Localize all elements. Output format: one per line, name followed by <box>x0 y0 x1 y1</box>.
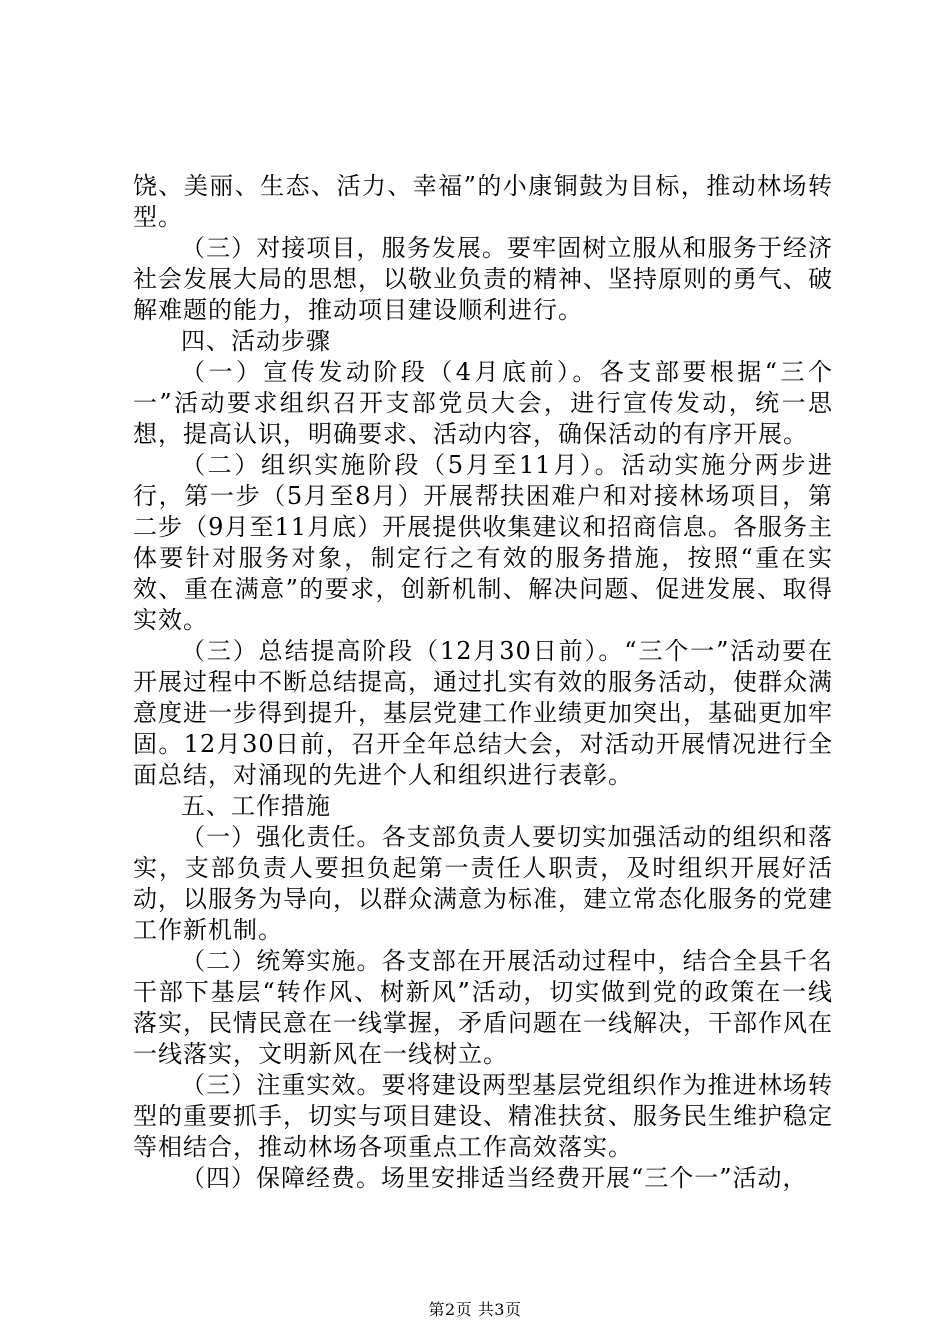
section-heading-work-measures: 五、工作措施 <box>181 792 331 820</box>
paragraph-measure-2: （二）统筹实施。各支部在开展活动过程中，结合全县千名干部下基层“转作风、树新风”活动，切实做到党的政策在一线落实，民情民意在一线掌握，矛盾问题在一线解决，干部作风在一线落实，文明新风在一线树立。 <box>133 947 833 1068</box>
section-heading-activity-steps: 四、活动步骤 <box>181 327 331 355</box>
paragraph-measure-1: （一）强化责任。各支部负责人要切实加强活动的组织和落实，支部负责人要担负起第一责任人职责，及时组织开展好活动，以服务为导向，以群众满意为标准，建立常态化服务的党建工作新机制。 <box>133 823 833 944</box>
paragraph-step-2: （二）组织实施阶段（5月至11月）。活动实施分两步进行，第一步（5月至8月）开展帮扶困难户和对接林场项目，第二步（9月至11月底）开展提供收集建议和招商信息。各服务主体要针对服务对象，制定行之有效的服务措施，按照“重在实效、重在满意”的要求，创新机制、解决问题、促进发展、取得实效。 <box>133 451 833 634</box>
page-footer: 第2页 共3页 <box>428 1300 522 1319</box>
paragraph-step-3: （三）总结提高阶段（12月30日前）。“三个一”活动要在开展过程中不断总结提高，通过扎实有效的服务活动，使群众满意度进一步得到提升，基层党建工作业绩更加突出，基础更加牢固。12月30日前，召开全年总结大会，对活动开展情况进行全面总结，对涌现的先进个人和组织进行表彰。 <box>133 637 833 789</box>
paragraph-item-3: （三）对接项目，服务发展。要牢固树立服从和服务于经济社会发展大局的思想，以敬业负责的精神、坚持原则的勇气、破解难题的能力，推动项目建设顺利进行。 <box>133 234 833 324</box>
paragraph-measure-4: （四）保障经费。场里安排适当经费开展“三个一”活动， <box>181 1164 808 1192</box>
paragraph-measure-3: （三）注重实效。要将建设两型基层党组织作为推进林场转型的重要抓手，切实与项目建设、精准扶贫、服务民生维护稳定等相结合，推动林场各项重点工作高效落实。 <box>133 1071 833 1161</box>
paragraph-step-1: （一）宣传发动阶段（4月底前）。各支部要根据“三个一”活动要求组织召开支部党员大会，进行宣传发动，统一思想，提高认识，明确要求、活动内容，确保活动的有序开展。 <box>133 358 833 448</box>
document-body <box>133 171 833 1194</box>
paragraph-continuation: 饶、美丽、生态、活力、幸福”的小康铜鼓为目标，推动林场转型。 <box>133 172 833 231</box>
